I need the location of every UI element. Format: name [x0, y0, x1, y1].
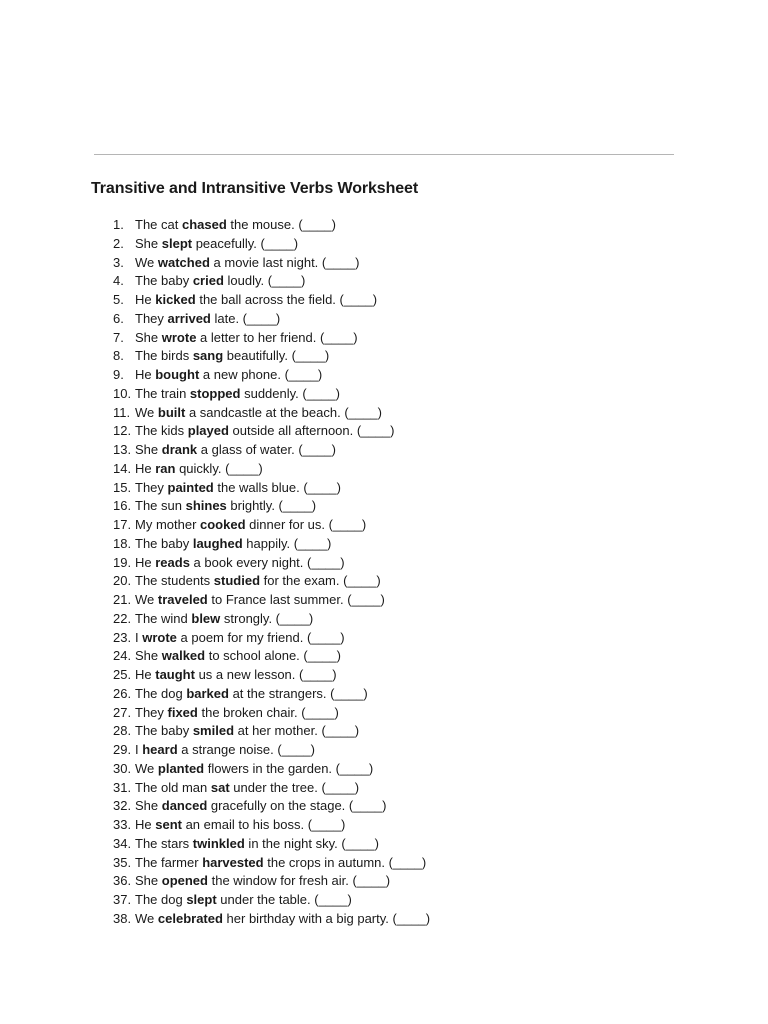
- item-sentence: [135, 554, 345, 573]
- verb-highlight: harvested: [202, 854, 264, 870]
- sentence-lead: The students: [135, 573, 214, 589]
- item-number: 6.: [113, 310, 124, 326]
- item-sentence: [135, 704, 339, 723]
- sentence-tail-with-blank: an email to his boss. (____): [181, 817, 346, 832]
- sentence-lead: They: [135, 704, 168, 720]
- sentence-tail-with-blank: her birthday with a big party. (____): [222, 910, 431, 926]
- item-number: 5.: [113, 292, 124, 307]
- item-number: 23.: [113, 629, 132, 645]
- sentence-tail-with-blank: peacefully. (____): [192, 235, 299, 251]
- item-sentence: [135, 254, 359, 273]
- sentence-lead: She: [135, 648, 162, 664]
- sentence-lead: The baby: [135, 535, 193, 551]
- sentence-lead: My mother: [135, 517, 201, 532]
- sentence-lead: He: [135, 460, 156, 476]
- sentence-tail-with-blank: loudly. (____): [223, 273, 306, 289]
- item-sentence: [135, 310, 280, 329]
- sentence-lead: He: [135, 367, 156, 382]
- item-number: 3.: [113, 254, 124, 270]
- sentence-lead: They: [135, 310, 168, 326]
- sentence-tail-with-blank: for the exam. (____): [260, 573, 381, 589]
- sentence-tail-with-blank: quickly. (____): [175, 460, 263, 476]
- item-sentence: [135, 647, 341, 666]
- sentence-lead: I: [135, 629, 143, 645]
- item-sentence: [135, 591, 385, 610]
- verb-highlight: sent: [155, 817, 182, 832]
- item-number: 33.: [113, 817, 132, 832]
- item-sentence: [135, 816, 345, 835]
- verb-highlight: slept: [161, 235, 193, 251]
- item-sentence: [135, 891, 352, 910]
- verb-highlight: danced: [161, 798, 208, 814]
- sentence-lead: We: [135, 592, 158, 607]
- item-number: 16.: [113, 498, 132, 514]
- item-number: 7.: [113, 329, 124, 345]
- sentence-tail-with-blank: beautifully. (____): [223, 348, 330, 364]
- item-sentence: [135, 797, 387, 816]
- sentence-lead: We: [135, 760, 158, 776]
- item-number: 24.: [113, 648, 132, 664]
- item-number: 15.: [113, 479, 132, 495]
- item-sentence: [135, 629, 345, 648]
- sentence-tail-with-blank: us a new lesson. (____): [194, 667, 337, 682]
- item-sentence: [135, 685, 368, 704]
- item-number: 31.: [113, 779, 132, 795]
- verb-highlight: shines: [185, 498, 227, 514]
- sentence-lead: I: [135, 742, 143, 757]
- verb-highlight: bought: [155, 367, 200, 382]
- sentence-lead: He: [135, 817, 156, 832]
- sentence-tail-with-blank: outside all afternoon. (____): [228, 423, 395, 439]
- item-sentence: [135, 272, 305, 291]
- sentence-tail-with-blank: the crops in autumn. (____): [263, 854, 427, 870]
- sentence-tail-with-blank: gracefully on the stage. (____): [207, 798, 387, 814]
- item-sentence: [135, 235, 298, 254]
- item-sentence: [135, 872, 390, 891]
- item-number: 11.: [113, 404, 131, 420]
- sentence-tail-with-blank: happily. (____): [242, 535, 332, 551]
- sentence-lead: The wind: [135, 610, 192, 626]
- item-sentence: [135, 404, 382, 423]
- verb-highlight: built: [157, 404, 186, 420]
- item-number: 4.: [113, 273, 124, 289]
- item-number: 34.: [113, 835, 132, 851]
- item-sentence: [135, 441, 336, 460]
- verb-highlight: painted: [167, 479, 214, 495]
- item-sentence: [135, 422, 394, 441]
- verb-highlight: chased: [181, 217, 227, 232]
- sentence-tail-with-blank: in the night sky. (____): [244, 835, 379, 851]
- sentence-lead: The dog: [135, 685, 187, 701]
- sentence-tail-with-blank: the mouse. (____): [226, 217, 336, 232]
- sentence-lead: The train: [135, 385, 190, 401]
- verb-highlight: ran: [155, 460, 176, 476]
- verb-highlight: stopped: [189, 385, 241, 401]
- item-number: 12.: [113, 423, 132, 439]
- item-number: 8.: [113, 348, 124, 364]
- sentence-lead: They: [135, 479, 168, 495]
- sentence-lead: The baby: [135, 273, 193, 289]
- item-number: 13.: [113, 442, 132, 457]
- item-sentence: [135, 366, 322, 385]
- item-number: 14.: [113, 460, 132, 476]
- item-sentence: [135, 516, 366, 535]
- sentence-tail-with-blank: the ball across the field. (____): [195, 292, 378, 307]
- sentence-tail-with-blank: brightly. (____): [226, 498, 317, 514]
- item-sentence: [135, 479, 341, 498]
- item-number: 21.: [113, 592, 132, 607]
- verb-highlight: cried: [192, 273, 224, 289]
- item-sentence: [135, 572, 381, 591]
- item-number: 36.: [113, 873, 132, 889]
- sentence-tail-with-blank: suddenly. (____): [240, 385, 340, 401]
- sentence-tail-with-blank: a new phone. (____): [199, 367, 323, 382]
- item-sentence: [135, 291, 377, 310]
- item-sentence: [135, 497, 316, 516]
- item-sentence: [135, 385, 340, 404]
- verb-highlight: barked: [186, 685, 229, 701]
- sentence-lead: The cat: [135, 217, 182, 232]
- sentence-tail-with-blank: a sandcastle at the beach. (____): [185, 404, 382, 420]
- sentence-tail-with-blank: under the table. (____): [216, 892, 352, 907]
- item-sentence: [135, 760, 373, 779]
- sentence-tail-with-blank: flowers in the garden. (____): [204, 760, 374, 776]
- sentence-lead: The old man: [135, 779, 211, 795]
- verb-highlight: studied: [213, 573, 261, 589]
- sentence-tail-with-blank: the window for fresh air. (____): [207, 873, 391, 889]
- sentence-lead: He: [135, 292, 156, 307]
- verb-highlight: laughed: [192, 535, 243, 551]
- sentence-lead: She: [135, 798, 162, 814]
- sentence-tail-with-blank: a letter to her friend. (____): [196, 329, 358, 345]
- item-sentence: [135, 329, 358, 348]
- item-sentence: [135, 741, 315, 760]
- header-divider: [94, 154, 674, 155]
- sentence-lead: She: [135, 329, 162, 345]
- sentence-lead: The kids: [135, 423, 188, 439]
- sentence-tail-with-blank: to France last summer. (____): [207, 592, 385, 607]
- sentence-lead: The dog: [135, 892, 187, 907]
- item-number: 38.: [113, 910, 132, 926]
- item-number: 27.: [113, 704, 132, 720]
- item-sentence: [135, 610, 313, 629]
- verb-highlight: sat: [210, 779, 230, 795]
- verb-highlight: played: [187, 423, 229, 439]
- sentence-lead: The stars: [135, 835, 193, 851]
- sentence-lead: We: [135, 404, 158, 420]
- verb-highlight: arrived: [167, 310, 211, 326]
- sentence-lead: She: [135, 873, 162, 889]
- sentence-tail-with-blank: at the strangers. (____): [228, 685, 368, 701]
- sentence-lead: The birds: [135, 348, 193, 364]
- verb-highlight: smiled: [192, 723, 235, 739]
- sentence-lead: The farmer: [135, 854, 203, 870]
- item-number: 10.: [113, 385, 132, 401]
- sentence-lead: The sun: [135, 498, 186, 514]
- verb-highlight: blew: [191, 610, 221, 626]
- sentence-tail-with-blank: to school alone. (____): [205, 648, 341, 664]
- verb-highlight: cooked: [200, 517, 246, 532]
- sentence-tail-with-blank: dinner for us. (____): [245, 517, 367, 532]
- sentence-tail-with-blank: late. (____): [210, 310, 281, 326]
- item-number: 2.: [113, 235, 124, 251]
- sentence-lead: We: [135, 254, 158, 270]
- sentence-tail-with-blank: a poem for my friend. (____): [176, 629, 345, 645]
- sentence-tail-with-blank: the broken chair. (____): [197, 704, 339, 720]
- sentence-tail-with-blank: a book every night. (____): [189, 554, 345, 570]
- verb-highlight: twinkled: [192, 835, 245, 851]
- verb-highlight: kicked: [155, 292, 196, 307]
- sentence-tail-with-blank: strongly. (____): [220, 610, 314, 626]
- verb-highlight: celebrated: [157, 910, 223, 926]
- verb-highlight: watched: [157, 254, 210, 270]
- verb-highlight: reads: [155, 554, 190, 570]
- verb-highlight: heard: [142, 742, 178, 757]
- verb-highlight: opened: [161, 873, 208, 889]
- sentence-tail-with-blank: the walls blue. (____): [213, 479, 341, 495]
- item-sentence: [135, 910, 430, 929]
- item-sentence: [135, 535, 331, 554]
- item-number: 1.: [113, 217, 124, 232]
- verb-highlight: slept: [186, 892, 217, 907]
- verb-highlight: wrote: [142, 629, 177, 645]
- sentence-lead: He: [135, 554, 156, 570]
- item-number: 22.: [113, 610, 132, 626]
- verb-highlight: wrote: [161, 329, 197, 345]
- verb-highlight: sang: [192, 348, 224, 364]
- item-sentence: [135, 666, 337, 685]
- item-sentence: [135, 854, 426, 873]
- item-sentence: [135, 460, 263, 479]
- item-number: 37.: [113, 892, 132, 907]
- item-number: 17.: [113, 517, 132, 532]
- sentence-tail-with-blank: a glass of water. (____): [197, 442, 336, 457]
- sentence-lead: We: [135, 910, 158, 926]
- sentence-lead: She: [135, 442, 162, 457]
- item-number: 30.: [113, 760, 132, 776]
- verb-highlight: fixed: [167, 704, 198, 720]
- item-sentence: [135, 835, 379, 854]
- sentence-lead: The baby: [135, 723, 193, 739]
- item-number: 26.: [113, 685, 132, 701]
- item-number: 18.: [113, 535, 132, 551]
- item-number: 35.: [113, 854, 132, 870]
- item-number: 28.: [113, 723, 132, 739]
- item-number: 25.: [113, 667, 132, 682]
- item-sentence: [135, 216, 336, 235]
- item-number: 20.: [113, 573, 132, 589]
- sentence-tail-with-blank: at her mother. (____): [234, 723, 360, 739]
- verb-highlight: drank: [161, 442, 198, 457]
- sentence-lead: He: [135, 667, 156, 682]
- item-sentence: [135, 779, 359, 798]
- sentence-tail-with-blank: a strange noise. (____): [177, 742, 315, 757]
- item-number: 9.: [113, 367, 124, 382]
- verb-highlight: taught: [155, 667, 195, 682]
- item-number: 32.: [113, 798, 132, 814]
- verb-highlight: traveled: [157, 592, 208, 607]
- sentence-tail-with-blank: under the tree. (____): [229, 779, 360, 795]
- verb-highlight: planted: [157, 760, 205, 776]
- sentence-tail-with-blank: a movie last night. (____): [209, 254, 360, 270]
- item-number: 19.: [113, 554, 132, 570]
- verb-highlight: walked: [161, 648, 206, 664]
- item-sentence: [135, 722, 359, 741]
- worksheet-title: Transitive and Intransitive Verbs Worksheet: [91, 180, 419, 197]
- item-sentence: [135, 347, 329, 366]
- item-number: 29.: [113, 742, 132, 757]
- sentence-lead: She: [135, 235, 162, 251]
